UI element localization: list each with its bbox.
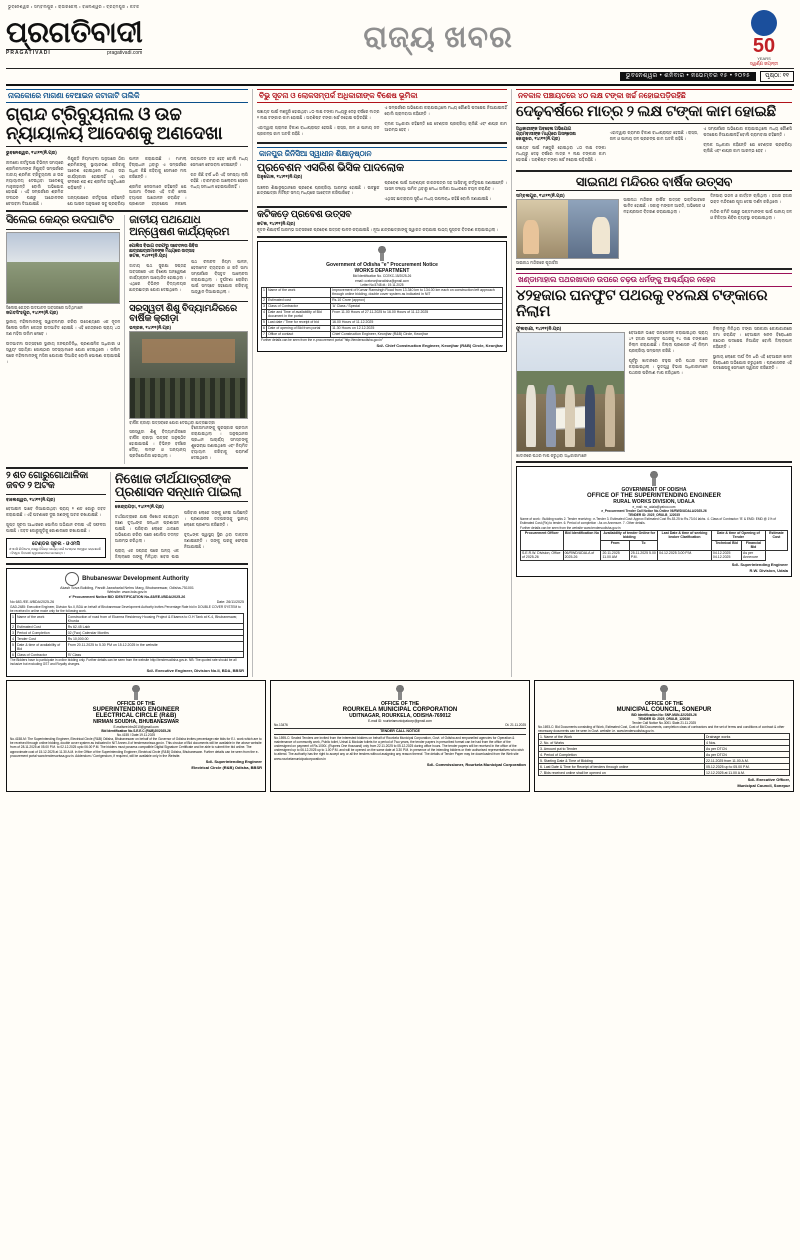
cell: Improvement of Kumar Ramsingh Road from 13.340 km to 134.00 km each on construction left approach through online bidding, double cover system as indicated in NIT: [331, 287, 503, 297]
rwd-table: [520, 530, 788, 561]
header-cell: Estimate Cost: [765, 530, 787, 550]
cell: 16.00 Hours of 11.12.2025: [331, 319, 503, 325]
article-nalco: [6, 89, 248, 207]
article-saraswati-photo: [129, 331, 248, 419]
cell: Name of the work: [266, 287, 330, 297]
cell: 25.11.2025 5.00 P.M.: [630, 551, 656, 560]
paragraph: ଗୁପ୍ତ ସୂଚନା ଆଧାରରେ ପୋଲିସ ଅଭିଯାନ ଚଳାଇ ଏହି ସଫଳତା ପାଇଛି । ଜବତ ଗୋରୁଗୁଡ଼ିକୁ ଗୋଶାଳାରେ ରଖାଯାଇଛି ।: [6, 521, 106, 533]
sonepur-notice: Tender Call Notice No.3001 /Date.21.11.2025: [631, 720, 697, 725]
article-bidyut-bullet-2: ଗ୍ରାମବାସୀଙ୍କ ମଧ୍ୟରେ ଅସନ୍ତୋଷ: [516, 130, 576, 136]
article-silai-headline: ସିଲେଇ କେନ୍ଦ୍ର ଉଦଘାଟିତ: [6, 214, 114, 227]
article-saraswati-headline: ସରସ୍ୱତୀ ଶିଶୁ ବିଦ୍ୟାମନ୍ଦିରରେ ବାର୍ଷିକ କ୍ରୀଡ଼ା: [129, 304, 237, 325]
rwd-gov-line: GOVERNMENT OF ODISHA: [621, 486, 687, 493]
cell: 04.12.2025 3.00 P.M.: [658, 550, 712, 560]
cell: 6. Last Date & Time for Receipt of tenders through online: [539, 764, 705, 770]
article-saraswati-byline: ଭଦ୍ରକ, ୧୪ା୧୧(ନି.ପ୍ର): [129, 325, 172, 330]
cell: As per DTCN: [705, 746, 790, 752]
article-silai: [6, 215, 120, 463]
cell: 20.11.2025 11.00 AM: [601, 550, 629, 560]
article-bidyut-left: [257, 89, 507, 139]
cell: Office of contact: [266, 331, 330, 337]
table-row: [11, 652, 244, 658]
rwd-tender-id: TENDER ID: 2025_ORULB_122035: [628, 513, 680, 518]
paragraph: ନୂତନ ଶିକ୍ଷାବର୍ଷ ଆରମ୍ଭ ଅବସରରେ ପ୍ରବେଶ ଉତ୍ସବ ପାଳନ କରାଯାଇଛି । ନୂଆ ଛାତ୍ରଛାତ୍ରୀଙ୍କୁ ସ୍ୱାଗତ କରାଯାଇ ପାଠ୍ୟ ପୁସ୍ତକ ବିତରଣ କରାଯାଇଥିଲା ।: [257, 227, 499, 233]
article-jatiya-bullet-1: ପୋଲିସ ବିଭାଗ ତରଫରୁ ସଚେତନତା ଶିବିର: [129, 243, 198, 249]
paragraph: ତୀର୍ଥଯାତ୍ରାରେ ଯାଇ ନିଖୋଜ ହୋଇଥିବା ଜଣେ ବୃଦ୍ଧଙ୍କ ସନ୍ଧାନ ପ୍ରଶାସନ ପାଇଛି । ପରିବାର ଲୋକେ ଥାନାରେ ଅଭିଯୋଗ କରିବା ପରେ ପୋଲିସ ତଦନ୍ତ ଆରମ୍ଭ କରିଥିଲା ।: [114, 514, 179, 543]
cell: 11.30 Hours on 12.12.2025: [331, 325, 503, 331]
cell: Rs 62.45 Lakh: [66, 624, 243, 630]
cell: Name of the work: [15, 614, 66, 624]
paragraph: ଉଦଘାଟନୀ ଉତ୍ସବରେ ସ୍ଥାନୀୟ ଜନପ୍ରତିନିଧି, ପ୍ରଶାସନିକ ଅଧିକାରୀ ଓ ସ୍ୱୟଂ ସହାୟିକା ଗୋଷ୍ଠୀର ସଦସ୍ୟାମାନେ ଯୋଗ ଦେଇଥିଲେ । ତାଲିମ ପରେ ମହିଳାମାନଙ୍କୁ ମସିନା ଯୋଗାଇ ଦିଆଯିବ ବୋଲି ଘୋଷଣା କରାଯାଇଛି ।: [6, 340, 121, 364]
paragraph: ଏ ସମ୍ପର୍କରେ ଅଭିଯୋଗ କରାଯାଇଥିଲେ ମଧ୍ୟ କୌଣସି ପଦକ୍ଷେପ ନିଆଯାଇନାହିଁ ବୋଲି ଗ୍ରାମବାସୀ କହିଛନ୍ତି ।: [703, 125, 792, 137]
ad-sonepur-municipal: [534, 680, 794, 793]
cell: 6: [12, 652, 14, 657]
cell: 7: [263, 332, 265, 337]
article-silai-caption: ସିଲେଇ କେନ୍ଦ୍ର ଉଦଘାଟନ ଅବସରରେ ଅତିଥିମାନେ: [6, 304, 83, 310]
rwd-signature-2: R.W. Division, Udala: [749, 567, 788, 573]
article-nikhoj-headline: ନିଖୋଜ ତୀର୍ଥଯାତ୍ରୀଙ୍କ ପ୍ରଶାସନ ସନ୍ଧାନ ପାଇଲା: [114, 470, 242, 500]
article-bidyut-kicker: ବିଭୁ ସୂଚନା ଓ ଲୋକସମ୍ପର୍କ ଅଧିକାରୀଙ୍କ ବିଶେଷ ଭୂମିକା: [257, 89, 507, 103]
header-cell: Procurement Officer: [521, 530, 564, 550]
bda-note: The Bidders have to participate in online bidding only. Further details can be seen from the website http://tendersodisha.gov.in. NB: The quoted rate should be all inclusive but excluding GST and Royalty charges.: [10, 658, 237, 667]
cell: 5. Starting Date & Time of Bidding: [539, 758, 705, 764]
paragraph: ବେଆଇନ ଭାବେ ନିଆଯାଉଥିବା ପ୍ରାୟ ୨ ଶତ ଗୋରୁ ଜବତ କରାଯାଇଛି । ଏହି ଘଟଣାରେ ଦୁଇ ଜଣଙ୍କୁ ଅଟକ ରଖାଯାଇଛି ।: [6, 505, 106, 517]
cell: 2: [12, 624, 14, 629]
cell: 22.11.2025 from 11.00 A.M.: [705, 758, 790, 764]
ad-keonjhar: [257, 241, 507, 352]
paragraph: ପ୍ରାୟ ଏକ ସପ୍ତାହ ପରେ ଅନ୍ୟ ଏକ ଜିଲ୍ଲାରେ ତାଙ୍କୁ ମିଳିଥିବା ଖବର ପାଇ ପରିବାର ଲୋକେ ତାଙ୍କୁ ନେଇ ଆସିଛନ୍ତି । ପ୍ରଶାସନର ତତ୍ପରତାକୁ ସ୍ଥାନୀୟ ଲୋକେ ପ୍ରଶଂସା କରିଛନ୍ତି ।: [114, 510, 248, 559]
logo-website: pragativadi.com: [107, 49, 143, 56]
sonepur-tender-id: TENDER ID: 2025_ORULB_122036: [638, 716, 690, 721]
article-nalco-headline: ଗ୍ରାନ୍ଦ ଟ୍ରିବ୍ୟୁନାଲ ଓ ଉଚ୍ଚ ନ୍ୟାୟାଳୟ ଆଦେଶକୁ ଅଣଦେଖା: [6, 104, 223, 143]
paragraph: ପଞ୍ଚାୟତ ପାଇଁ ମଞ୍ଜୁରି ହୋଇଥିବା ୪୦ ଲକ୍ଷ ଟଙ୍କା ମଧ୍ୟରୁ ଦେଢ଼ ବର୍ଷରେ ମାତ୍ର ୨ ଲକ୍ଷ ଟଙ୍କାର କାମ ହୋଇଛି । ଅବଶିଷ୍ଟ ଟଙ୍କା ଖର୍ଚ୍ଚ ନହୋଇ ପଡ଼ିରହିଛି ।: [257, 109, 380, 121]
electrical-signature: Sd/- Superintending Engineer: [205, 758, 262, 764]
anniversary-number: 50: [752, 35, 776, 57]
article-kanpur-byline: ଅନୁଗୋଳ, ୧୪ା୧୧(ନି.ପ୍ର): [257, 174, 303, 180]
paragraph: ବ୍ଲକ ଅଧିକାରୀ କହିଛନ୍ତି ଯେ ଟେଣ୍ଡର ପ୍ରକ୍ରିୟା ଚାଲିଛି ଏବଂ ଶୀଘ୍ର କାମ ଆରମ୍ଭ ହେବ ।: [384, 120, 507, 132]
paragraph: ଶ୍ରମିକ ନେତାମାନେ କହିଛନ୍ତି ଯେ ଆଗାମୀ ଦିନରେ ଏହି ଦାବି ନେଇ ବ୍ୟାପକ ଆନ୍ଦୋଳନ କରାଯିବ । ପ୍ରଶାସନ ହସ୍ତକ୍ଷେପ ନକଲେ ଉତ୍ପାଦନ ବନ୍ଦ ହେବ ବୋଲି ମଧ୍ୟ ସେମାନେ ଚେତାବନୀ ଦେଇଛନ୍ତି ।: [129, 155, 248, 207]
cell: As per DTCN: [705, 752, 790, 758]
masthead: [6, 10, 794, 69]
cell: 5: [263, 320, 265, 325]
article-temple-headline: ସାଇନାଥ ମନ୍ଦିରର ବାର୍ଷିକ ଉତ୍ସବ: [575, 173, 733, 189]
ad-rourkela-municipal: [270, 680, 530, 793]
logo-odia-title: ପ୍ରଗତିବାଦୀ: [6, 17, 143, 50]
article-nalco-kicker: ନାଲକୋରେ ମାଗଣା ବେଆଇନ ଜଟାଜାଟି ତାଲିକି: [6, 89, 248, 103]
cell: 1: [262, 287, 267, 297]
bda-notice-line: e' Procurement Notice BID IDENTIFICATION No-83/EE-I/BDA/2025-26: [68, 595, 186, 600]
cell: 04.12.2025 04.12.2025: [711, 550, 741, 560]
cell: 5: [11, 642, 16, 652]
rwd-detail: Name of work : Building works 2. Tender receiving : e-Tender 3. Estimated Cost: Approx Estimated Cost Rs.53.25 to Rs.73.04 lakhs. 4. Class of Contractor: 'B' & EMD: EMD @ 1% of Estimated Cost (Rs) to tender. 6. Period of completion : As on Annexure. 7. Other details.: [520, 517, 776, 526]
cell: 02 (Two) Calendar Months: [66, 630, 243, 636]
paragraph: ସାଇନାଥ ମନ୍ଦିରର ବାର୍ଷିକ ଉତ୍ସବ ଭକ୍ତିଭାବରେ ପାଳିତ ହୋଇଛି । ସକାଳୁ ମଙ୍ଗଳ ଆରତି, ଅଭିଷେକ ଓ ମହାପ୍ରସାଦ ବିତରଣ କରାଯାଇଥିଲା ।: [623, 197, 706, 215]
rourkela-signature: Sd/- Commissioner, Rourkela Municipal Corporation: [426, 761, 526, 767]
rourkela-title-2: ROURKELA MUNICIPAL CORPORATION: [342, 706, 458, 713]
municipal-emblem-icon: [658, 684, 670, 700]
article-stone-photo: [516, 332, 625, 452]
bottom-ad-strip: [6, 680, 794, 793]
cell: As per Annexure: [742, 550, 766, 560]
header-cell: Financial Bid: [742, 540, 766, 550]
bda-title: Bhubaneswar Development Authority: [82, 575, 189, 582]
cell: Chief Construction Engineer, Keonjhar (R&B) Circle, Keonjhar: [331, 331, 503, 337]
cell: 'A' Class / Special: [331, 303, 503, 309]
cell: Rs 10,000.00: [66, 636, 243, 642]
article-kanpur-headline: ପ୍ରବେଶନ ଏସରିଶ ଭିସିକ ପାଦଲୋକ: [257, 161, 404, 174]
article-cuttack-headline: କଟିକଡ଼େ ପ୍ରବେଶ ଉତ୍ସବ: [257, 210, 352, 221]
paragraph: ବିଜେତାମାନଙ୍କୁ ପୁରସ୍କାର ପ୍ରଦାନ କରାଯାଇଥିଲା । ଅନୁଷ୍ଠାନର ପ୍ରଧାନ ଆଚାର୍ଯ୍ୟ ସମସ୍ତଙ୍କୁ ଶୁଭେଚ୍ଛା ଜଣାଇଥିଲେ ଏବଂ ନିୟମିତ ବ୍ୟାୟାମ କରିବାକୁ ପରାମର୍ଶ ଦେଇଥିଲେ ।: [191, 425, 248, 460]
omc-ad-body: ଓଏମସି ଲିମିଟେଡ୍ ପକ୍ଷରୁ ବିଭିନ୍ନ କାର୍ଯ୍ୟ ପାଇଁ ଟେଣ୍ଡର ଆହ୍ୱାନ କରାଯାଉଛି । ବିସ୍ତୃତ ବିବରଣୀ ୱେବସାଇଟରେ ଉପଲବ୍ଧ ।: [9, 546, 101, 555]
article-temple: [516, 175, 792, 266]
cell: Tender Cost: [15, 636, 66, 642]
article-stone: [516, 273, 792, 458]
article-saraswati-caption: ବାର୍ଷିକ କ୍ରୀଡ଼ା ଉତ୍ସବରେ ଯୋଗ ଦେଇଥିବା ଛାତ୍ରଛାତ୍ରୀ: [129, 420, 216, 425]
paragraph: ଜାତୀୟ ପଥ ସୁରକ୍ଷା ସପ୍ତାହ ଅବସରରେ ଏକ ବିଶେଷ ଅନ୍ୱେଷଣ କାର୍ଯ୍ୟକ୍ରମ ଆୟୋଜିତ ହୋଇଥିଲା । ଏଥିରେ ବିଭିନ୍ନ ବିଦ୍ୟାଳୟର ଛାତ୍ରଛାତ୍ରୀ ଯୋଗ ଦେଇଥିଲେ ।: [129, 263, 187, 293]
sonepur-title-1: OFFICE OF THE: [644, 700, 684, 707]
cell: 1: [11, 614, 16, 624]
paragraph: ପୂର୍ବରୁ ଖାଦାନରେ ଚଢ଼ଉ କରି ପଥର ଜବତ କରାଯାଇଥିଲା । ଭୂତତ୍ତ୍ୱ ବିଭାଗ ଅଧିକାରୀମାନେ ପଥରର ପରିମାଣ ମାପ କରିଥିଲେ ।: [628, 357, 708, 375]
header-cell: Availability of tender Online for bidding: [601, 530, 658, 540]
odisha-emblem-icon: [648, 470, 660, 486]
article-nikhoj: [110, 472, 248, 560]
sonepur-signature: Sd/- Executive Officer,: [747, 777, 790, 783]
sonepur-bid-id: BID Identification No: SNP-MUN-32/2025-26: [631, 712, 697, 717]
rwd-notice: e_Procurement Tender Call Notice No.Online 06/RWD/UDALA/2025-26: [601, 509, 707, 513]
ad-rwd-udala: [516, 466, 792, 577]
article-bidyut: [516, 89, 792, 167]
rwd-sub: RURAL WORKS DIVISION, UDALA: [613, 498, 695, 505]
cell: Date of opening of Bid from portal: [266, 325, 330, 331]
cell: Construction of road from of Ekamra Residency Housing Project & Ekamra to O.H Tank at K-4, Bhubaneswar, Khurda: [66, 614, 243, 624]
paragraph: ଗତ କିଛି ବର୍ଷ ଧରି ଏହି ସମସ୍ୟା ଲାଗି ରହିଛି । ବାରମ୍ବାର ଆଲୋଚନା ହେଲେ ମଧ୍ୟ ସମାଧାନ ହୋଇପାରିନାହିଁ ।: [190, 171, 248, 189]
paragraph: ନିଲାମରୁ ମିଳିଥିବା ଟଙ୍କା ସରକାରୀ କୋଷାଗାରରେ ଜମା କରାଯିବ । ବେଆଇନ ଖନନ ବିରୋଧରେ କଠୋର ପଦକ୍ଷେପ ନିଆଯିବ ବୋଲି ଜିଲ୍ଲାପାଳ କହିଛନ୍ତି ।: [712, 325, 792, 349]
page-title: ରାଜ୍ୟ ଖବର: [363, 21, 513, 54]
sonepur-title-2: MUNICIPAL COUNCIL, SONEPUR: [616, 706, 712, 713]
article-gang: [6, 472, 106, 560]
paragraph: ନିଯୁକ୍ତି ନିୟମାବଳୀ ଅନୁସାରେ ଠିକା ଶ୍ରମିକଙ୍କୁ ସ୍ଥାୟୀକରଣ କରିବାକୁ ଆଦେଶ ହୋଇଥିଲେ ମଧ୍ୟ ତାହା କାର୍ଯ୍ୟକାରୀ ହୋଇନାହିଁ । ଏହା ଫଳରେ ଶହ ଶହ ଶ୍ରମିକ ଅସୁବିଧାରେ ପଡ଼ିଛନ୍ତି ।: [67, 155, 125, 191]
article-bidyut-byline: କେନ୍ଦୁଝର, ୧୪ା୧୧(ନି.ପ୍ର): [516, 135, 560, 141]
electrical-signature-2: Electrical Circle (R&B) Odisha, BBSR: [191, 764, 262, 770]
article-bidyut-headline: ଦେଢ଼ବର୍ଷରେ ମାତ୍ର ୨ ଲକ୍ଷ ଟଙ୍କା କାମ ହୋଇଛି: [516, 104, 776, 120]
article-stone-kicker: ଖଣ୍ଡାମାହାଲ ପଥରଖାଦାନ ଉପରେ ଚଢ଼ଉ ଧର୍ମଙ୍କୁ ଆଶ୍ଚର୍ଯ୍ୟର ନହେଜ: [516, 273, 792, 287]
article-cuttack-byline: କଟକ, ୧୪ା୧୧(ନି.ପ୍ର): [257, 221, 296, 227]
rourkela-email: E-mail ID: rourkelamunicipalcorp@gmail.com: [368, 718, 432, 723]
article-jatiya: [124, 215, 248, 463]
paragraph: ପଥ ଚଳାଚଳ ନିୟମ ପାଳନ, ହେଲମେଟ ବ୍ୟବହାର ଓ ଗତି ସୀମା ସମ୍ପର୍କରେ ବିସ୍ତୃତ ଆଲୋଚନା କରାଯାଇଥିଲା । ଦୁର୍ଘଟଣା ରୋକିବା ପାଇଁ ସମସ୍ତେ ସହଯୋଗ କରିବାକୁ ଆହ୍ୱାନ ଦିଆଯାଇଥିଲା ।: [191, 259, 248, 294]
cell: 1. Name of the Work: [539, 734, 705, 740]
cell: 12.12.2025 at 11.00 A.M.: [705, 770, 790, 776]
cell: S.E.R.W. Division, Office of 2025-26: [521, 550, 564, 560]
rourkela-title-1: OFFICE OF THE: [380, 700, 420, 707]
sonepur-body: No.1693-C: Bid Documents consisting of Work, Estimated Cost, Cost of Bid Documents, completion class of contractors and the set of terms and conditions of contract & other necessary documents can be seen in Govt. website i.e. www.tendersodisha.gov.in.: [538, 725, 785, 734]
paragraph: ସ୍ଥାନୀୟ ମହିଳାମାନଙ୍କୁ ସ୍ୱାବଲମ୍ବୀ କରିବା ଉଦ୍ଦେଶ୍ୟରେ ଏକ ନୂତନ ସିଲେଇ ତାଲିମ କେନ୍ଦ୍ର ଉଦଘାଟିତ ହୋଇଛି । ଏହି କେନ୍ଦ୍ରରେ ପ୍ରାୟ ୪୦ ଜଣ ମହିଳା ତାଲିମ ନେବେ ।: [6, 318, 121, 336]
rwd-detail-2: Further details can be seen from the website www.tendersodisha.gov.in: [520, 525, 621, 530]
article-kanpur-kicker: କାନପୁର ଜିନିସିଆ ସ୍ୱାଧୀନ ଶିକ୍ଷାନୁଷ୍ଠାନ: [257, 147, 507, 161]
header-cell: Date & time of Opening of Tender: [711, 530, 765, 540]
paragraph: ଦିନସାରା ଭଜନ ଓ କୀର୍ତ୍ତନ ଚାଲିଥିଲା । ହଜାର ହଜାର ଭକ୍ତ ମନ୍ଦିରରେ ପୂଜା ଦେଇ ଦର୍ଶନ କରିଥିଲେ ।: [710, 193, 792, 205]
cell: 4: [12, 636, 14, 641]
paragraph: ପଞ୍ଚାୟତ ପାଇଁ ମଞ୍ଜୁରି ହୋଇଥିବା ୪୦ ଲକ୍ଷ ଟଙ୍କା ମଧ୍ୟରୁ ଦେଢ଼ ବର୍ଷରେ ମାତ୍ର ୨ ଲକ୍ଷ ଟଙ୍କାର କାମ ହୋଇଛି । ଅବଶିଷ୍ଟ ଟଙ୍କା ଖର୍ଚ୍ଚ ନହୋଇ ପଡ଼ିରହିଛି ।: [516, 144, 606, 162]
article-jatiya-byline: କଟକ, ୧୪ା୧୧(ନି.ପ୍ର): [129, 253, 168, 259]
cell: 4 Nos.: [705, 740, 790, 746]
rourkela-no: No.13476: [274, 722, 288, 727]
cell: 6: [263, 326, 265, 331]
keonjhar-note: Further details can be seen from the e-procurement portal "http://tendersodisha.gov.in": [261, 337, 383, 342]
paragraph: ଅଞ୍ଚଳର ଶିକ୍ଷାନୁଷ୍ଠାନରେ ପ୍ରବେଶ ପ୍ରକ୍ରିୟା ଆରମ୍ଭ ହୋଇଛି । ଇଚ୍ଛୁକ ଛାତ୍ରଛାତ୍ରୀ ନିର୍ଦ୍ଦିଷ୍ଟ ସମୟ ମଧ୍ୟରେ ଆବେଦନ କରିପାରିବେ ।: [257, 184, 380, 196]
odisha-emblem-icon: [376, 245, 388, 261]
table-row: [262, 287, 503, 297]
page-content: [6, 89, 794, 677]
electrical-title-2: SUPERINTENDING ENGINEER: [92, 706, 180, 713]
anniversary-logo: [734, 10, 794, 66]
paragraph: ସ୍ଥାନୀୟ ଲୋକେ ଦୀର୍ଘ ଦିନ ଧରି ଏହି ବେଆଇନ ଖନନ ବିରୋଧରେ ଅଭିଯୋଗ କରୁଥିଲେ । ପ୍ରଶାସନର ଏହି ପଦକ୍ଷେପକୁ ସେମାନେ ସ୍ୱାଗତ କରିଛନ୍ତି ।: [712, 353, 792, 371]
cell: 4: [262, 309, 267, 319]
rourkela-date: Dt. 21.11.2025: [505, 722, 526, 727]
article-gang-headline: ୨ ଶତ ଗୋରୁଗୋଥାଳିକା ଜବତ ୨ ଅଟକ: [6, 470, 89, 491]
cell: 05.12.2025 up to 05.00 P.M.: [705, 764, 790, 770]
electrical-title-3: ELECTRICAL CIRCLE (R&B): [95, 712, 177, 719]
rourkela-body: No.1595-C: Sealed Tenders are invited from the interested bidders on behalf of Rourkela Municipal Corporation, Govt. of Odisha and empanelled agencies for Operation & maintenance of community work, Public toilet, Urinal & Modular toilets for a period of Two years, the tender papers in prescribed format can be had from the office of the undersigned on payment of Rs.1000/- (Rupees One thousand) only from 22.11.2025 to 05.12.2025 during office hours. The tender papers will be received in the office of the undersigned up to 06.12.2025 up to 1.00 P.M. and will be opened on the same date at 3.30 P.M. in presence of the intending bidders or their authorised representatives who wish to attend. The authority has the right to accept any or all the tenders without assigning any reason thereof. The details of Tender Paper may be downloaded from the Web site www.rourkelamunicipalcorporation.in: [274, 735, 524, 761]
rwd-signature: Sd/- Superintending Engineer: [731, 561, 788, 567]
cell: Estimated cost: [266, 297, 330, 303]
paragraph: ବୃଦ୍ଧଙ୍କ ସ୍ୱାସ୍ଥ୍ୟ ସ୍ଥିର ଥିବା ଡାକ୍ତର ଜଣାଇଛନ୍ତି । ତାଙ୍କୁ ଘରକୁ ଫେରାଇ ନିଆଯାଇଛି ।: [183, 531, 248, 549]
dateline: ଭୁବନେଶ୍ୱର • ଶନିବାର • ନଭେମ୍ବର ୧୫ • ୨୦୨୫: [620, 72, 756, 81]
edition-strip: ଭୁବନେଶ୍ୱର • ସମ୍ବଲପୁର • ରାଉରକେଲା • ବାଲେଶ୍ୱର • ବ୍ରହ୍ମପୁର • କଟକ: [8, 4, 140, 9]
bda-date: Date: 26/11/2025: [216, 600, 244, 605]
article-temple-byline: ସମ୍ବଲପୁର, ୧୪ା୧୧(ନି.ପ୍ର): [516, 193, 565, 199]
rwd-email: e_mail: rw_udala@yahoo.com: [632, 504, 676, 509]
cell: Period of Completion: [15, 630, 66, 636]
cell: Class of Contractor: [266, 303, 330, 309]
article-silai-byline: ଜଗତସିଂହପୁର, ୧୪ା୧୧(ନି.ପ୍ର): [6, 309, 58, 315]
cell: 3: [263, 304, 265, 309]
sonepur-signature-2: Municipal Council, Sonepur: [737, 783, 790, 789]
rourkela-title-3: UDITNAGAR, ROURKELA, ODISHA-769012: [349, 712, 451, 719]
column-left: [6, 89, 248, 677]
cell: 3. Amount put to Tender: [539, 746, 705, 752]
page-number: ପୃଷ୍ଠା: ୧୧: [760, 71, 794, 82]
cell: Estimated Cost: [15, 624, 66, 630]
cell: From 20.11.2025 to 5.30 PM on 15.12.2025 in the website: [66, 642, 243, 652]
anniversary-odia: ସ୍ୱର୍ଣ୍ଣ ଜୟନ୍ତୀ: [749, 61, 779, 66]
keonjhar-email: email: ccekeonjharodisha@gmail.com: [355, 278, 409, 283]
article-temple-caption: ସାଇନାଥ ମନ୍ଦିରରେ ପୂଜାର୍ଚ୍ଚନା: [516, 260, 558, 266]
paragraph: ଏ ସମ୍ପର୍କରେ ଅଭିଯୋଗ କରାଯାଇଥିଲେ ମଧ୍ୟ କୌଣସି ପଦକ୍ଷେପ ନିଆଯାଇନାହିଁ ବୋଲି ଗ୍ରାମବାସୀ କହିଛନ୍ତି ।: [384, 105, 507, 116]
cell: Class of Contractor: [15, 652, 66, 658]
odisha-emblem-icon: [130, 684, 142, 700]
header-cell: Last Date & time of seeking broker Clarification: [658, 530, 712, 550]
electrical-letter-no: No.4155 / Date:19.11.2025: [116, 732, 156, 737]
paragraph: ବେଆଇନ ଭାବେ ଉତ୍ତୋଳନ କରାଯାଇଥିବା ପ୍ରାୟ ୪୨ ହଜାର ଘନଫୁଟ ପଥରକୁ ୧୪ ଲକ୍ଷ ଟଙ୍କାରେ ନିଲାମ କରାଯାଇଛି । ଜିଲ୍ଲା ପ୍ରଶାସନ ଏହି ନିଲାମ ପ୍ରକ୍ରିୟା ସମ୍ପନ୍ନ କରିଛି ।: [628, 329, 708, 353]
paragraph: ବ୍ଲକ ଅଧିକାରୀ କହିଛନ୍ତି ଯେ ଟେଣ୍ଡର ପ୍ରକ୍ରିୟା ଚାଲିଛି ଏବଂ ଶୀଘ୍ର କାମ ଆରମ୍ଭ ହେବ ।: [703, 141, 792, 153]
keonjhar-table: [261, 287, 503, 338]
electrical-title-4: NIRMAN SOUDHA, BHUBANESWAR: [93, 718, 179, 725]
bda-signature: Sd/- Executive Engineer, Division No.II, BDA, BBSR: [146, 667, 244, 673]
column-right: [511, 89, 792, 677]
article-stone-headline: ୪୨ହଜାର ଘନଫୁଟ ପଥରକୁ ୧୪ଲକ୍ଷ ଟଙ୍କାରେ ନିଲାମ: [516, 288, 768, 321]
bda-website: Website: www.bda.gov.in: [107, 590, 147, 595]
cell: 06/RWD/UDALA of 2025-26: [563, 550, 601, 560]
electrical-email: E-mailsee.bbs2010@gmail.com: [113, 724, 159, 729]
cell: Last date / Time for receipt of bid: [266, 319, 330, 325]
article-bidyut-bullet-1: ଅଧିକାରୀଙ୍କ ଅବହେଳା ଅଭିଯୋଗ: [516, 125, 572, 131]
cell: 2: [263, 298, 265, 303]
rwd-title: OFFICE OF THE SUPERINTENDING ENGINEER: [586, 492, 721, 499]
header-cell: Bid Identification No: [563, 530, 601, 550]
paragraph: ଏହାଦ୍ୱାରା ଗ୍ରାମର ବିକାଶ ବାଧାପ୍ରାପ୍ତ ହେଉଛି । ରାସ୍ତା, ନାଳ ଓ ପାନୀୟ ଜଳ ପ୍ରକଳ୍ପ କାମ ଅଟକି ରହିଛି ।: [609, 129, 699, 141]
ad-electrical-circle: [6, 680, 266, 793]
cell: 'B' Class: [66, 652, 243, 658]
paragraph: ଏଥିସହ ଛାତ୍ରାବାସ ସୁବିଧା ମଧ୍ୟ ଉପଲବ୍ଧ ରହିଛି ବୋଲି ଜଣାଯାଇଛି ।: [384, 196, 492, 202]
bda-gad-text: GAD-2485: Executive Engineer, Division No.II, BDA on behalf of Bhubaneswar Development Authority invites Percentage Rate bid in DOUBLE COVER SYSTEM to be received in online mode only for the following work.: [10, 605, 241, 614]
paragraph: ମନ୍ଦିର କମିଟି ପକ୍ଷରୁ ଭକ୍ତମାନଙ୍କ ପାଇଁ ପାନୀୟ ଜଳ ଓ ଚିକିତ୍ସା ଶିବିର ବ୍ୟବସ୍ଥା କରାଯାଇଥିଲା ।: [710, 209, 792, 221]
article-jatiya-headline: ଜାତୀୟ ପଥଯୋଧ ଅନ୍ୱେଷଣ କାର୍ଯ୍ୟକ୍ରମ: [129, 214, 230, 238]
bda-seal-icon: [65, 572, 79, 586]
cell: Rs.10 Crore (approx): [331, 297, 503, 303]
paragraph: ଅନ୍ୟପକ୍ଷରେ କର୍ତ୍ତୃପକ୍ଷ କହିଛନ୍ତି ଯେ ଆଇନ ଅନୁସାରେ ସବୁ ପ୍ରକ୍ରିୟା ପାଳନ କରାଯାଉଛି । ମାମଲା ବିଚାରାଧୀନ ଥିବାରୁ ଏ ସମ୍ପର୍କରେ ଅଧିକ କିଛି କହିବାକୁ ସେମାନେ ମନା କରିଛନ୍ତି ।: [67, 155, 187, 207]
article-stone-caption: ଖାଦାନରେ ପଥର ମାପ କରୁଥିବା ଅଧିକାରୀମାନେ: [516, 452, 587, 458]
header-cell: To: [629, 540, 657, 550]
article-kanpur: [257, 147, 507, 204]
table-row: [11, 642, 244, 652]
cell: 2. No. of Works: [539, 740, 705, 746]
newspaper-logo: [6, 17, 143, 56]
anniversary-years: YEARS: [757, 56, 771, 61]
sonepur-table: [538, 733, 790, 776]
header-cell: Technical Bid: [711, 540, 741, 550]
omc-ad-title: ଟେଣ୍ଡର ସୂଚନା - ଓଏମସି: [32, 540, 80, 547]
paragraph: ଏହାଦ୍ୱାରା ଗ୍ରାମର ବିକାଶ ବାଧାପ୍ରାପ୍ତ ହେଉଛି । ରାସ୍ତା, ନାଳ ଓ ପାନୀୟ ଜଳ ପ୍ରକଳ୍ପ କାମ ଅଟକି ରହିଛି ।: [257, 125, 380, 136]
paragraph: ପ୍ରବେଶ ପାଇଁ ଆବଶ୍ୟକ କାଗଜପତ୍ର ସହ ଆସିବାକୁ କର୍ତ୍ତୃପକ୍ଷ ଜଣାଇଛନ୍ତି । ଆସନ ସଂଖ୍ୟା ସୀମିତ ଥିବାରୁ ମେଧା ତାଲିକା ଆଧାରରେ ଚୟନ କରାଯିବ ।: [384, 180, 507, 192]
article-cuttack: [257, 211, 507, 233]
cell: From 11.00 Hours of 27.11.2025 to 16.00 Hours of 11.12.2025: [331, 309, 503, 319]
bda-address: Akash Sova Building, Pandit Jawaharlal Nehru Marg, Bhubaneswar, Odisha-751001: [60, 585, 194, 590]
table-row: [11, 614, 244, 624]
paragraph: ନାଲକୋ କର୍ତ୍ତୃପକ୍ଷ ବିଭିନ୍ନ ସମୟରେ ଶ୍ରମିକମାନଙ୍କ ନିଯୁକ୍ତି ସମ୍ପର୍କରେ ଜାତୀୟ ଶ୍ରମିକ ଟ୍ରିବ୍ୟୁନାଲ ଓ ଉଚ୍ଚ ନ୍ୟାୟାଳୟ ଦେଇଥିବା ଆଦେଶକୁ ମାନୁନାହାନ୍ତି ବୋଲି ଅଭିଯୋଗ ହୋଇଛି । ଏହି ସମ୍ପର୍କରେ ଶ୍ରମିକ ସଂଗଠନ ପକ୍ଷରୁ ଆନ୍ଦୋଳନର ଚେତାବନୀ ଦିଆଯାଇଛି ।: [6, 159, 64, 207]
keonjhar-bid-id: Bid Identification No. CCEKC-15/2025-26: [352, 274, 412, 279]
keonjhar-gov-line: Government of Odisha "e" Procurement Notice: [326, 262, 438, 269]
paragraph: ସରସ୍ୱତୀ ଶିଶୁ ବିଦ୍ୟାମନ୍ଦିରରେ ବାର୍ଷିକ କ୍ରୀଡ଼ା ଉତ୍ସବ ଅନୁଷ୍ଠିତ ହୋଇଯାଇଛି । ବିଭିନ୍ନ ବର୍ଗରେ ଦୌଡ଼, ଲମ୍ଫ ଓ ଅନ୍ୟାନ୍ୟ ପ୍ରତିଯୋଗିତା ହୋଇଥିଲା ।: [129, 429, 187, 458]
cell: 3: [12, 630, 14, 635]
keonjhar-signature: Sd/- Chief Construction Engineer, Keonjhar (R&B) Circle, Keonjhar: [376, 342, 503, 348]
article-stone-byline: ଫୁଲବାଣୀ, ୧୪ା୧୧(ନି.ପ୍ର): [516, 325, 562, 331]
article-temple-photo: [516, 199, 619, 259]
column-middle: [252, 89, 507, 677]
keonjhar-letter-no: Letter No.5748 dt.: 19.11.2025: [360, 282, 404, 287]
electrical-body: No.4158-M: The Superintending Engineer, Electrical Circle (R&B) Odisha, Bhubaneswar on behalf of the Governor of Odisha invites percentage rate bids for E.I. work which are to be received through online bidding, double cover system as indicated in NIT Annex-II of tenderseorissa.gov.in. This circular of Bid documents will be available in the above website from of 28.11.2025 at 05.00 P.M. to 02.12.2025 upto 06.00 P.M. The bidders must possess compatible Digital Signature Certificate and be able to submit the bid online. The approximate cost of 15.12.2025 at 11.30 A.M. in the Office of the Superintending Engineer, Electrical Circle (R&B) Odisha, Bhubaneswar. Further details can be seen from the e-procurement portal www.tendersorissa.gov.in. Addendum / Corrigendum, if required, will be available only in the Website.: [10, 737, 262, 758]
anniversary-seal-icon: [751, 10, 777, 36]
bda-table: [10, 613, 244, 658]
cell: 4. Period of Completion: [539, 752, 705, 758]
cell: Drainage works: [705, 734, 790, 740]
article-bidyut-kicker2: ନବକାଳ ପଞ୍ଚାୟତରେ ୪୦ ଲକ୍ଷ ଟଙ୍କା ଖର୍ଚ୍ଚ ନହୋଇପଡ଼ିରହିଛି: [516, 89, 792, 103]
cell: 7. Bids received online shall be opened on: [539, 770, 705, 776]
municipal-emblem-icon: [394, 684, 406, 700]
cell: Date and Time of availability of Bid document in the portal: [266, 309, 330, 319]
table-row: [539, 770, 790, 776]
article-nikhoj-byline: କେନ୍ଦ୍ରାପଡ଼ା, ୧୪ା୧୧(ନି.ପ୍ର): [114, 504, 164, 509]
electrical-bid-id: Bid Identification No.S.E.E.C (R&B)20/2025-26: [101, 728, 171, 733]
electrical-title-1: OFFICE OF THE: [116, 700, 156, 707]
dateline-bar: [6, 71, 794, 82]
header-cell: From: [601, 540, 629, 550]
table-header-row: [521, 530, 788, 540]
logo-roman-title: PRAGATIVADI: [6, 49, 51, 56]
article-jatiya-bullet-2: ଛାତ୍ରଛାତ୍ରୀମାନଙ୍କ ମଧ୍ୟରେ ଉତ୍ସାହ: [129, 248, 195, 254]
table-row: [262, 331, 503, 337]
article-silai-photo: [6, 232, 120, 304]
table-row: [262, 309, 503, 319]
article-nalco-byline: ଭୁବନେଶ୍ୱର, ୧୪ା୧୧(ନି.ପ୍ର): [6, 149, 57, 155]
cell: Date & time of availability of Bid: [15, 642, 66, 652]
ad-bda: [6, 568, 248, 677]
article-gang-byline: ବାଲେଶ୍ୱର, ୧୪ା୧୧(ନି.ପ୍ର): [6, 496, 55, 502]
rourkela-heading: TENDER CALL NOTICE: [274, 728, 526, 735]
keonjhar-dept: WORKS DEPARTMENT: [354, 268, 410, 275]
bda-letter-no: No 683 /EE-II/BDA/2025-26: [10, 600, 55, 605]
table-row: [521, 550, 788, 560]
